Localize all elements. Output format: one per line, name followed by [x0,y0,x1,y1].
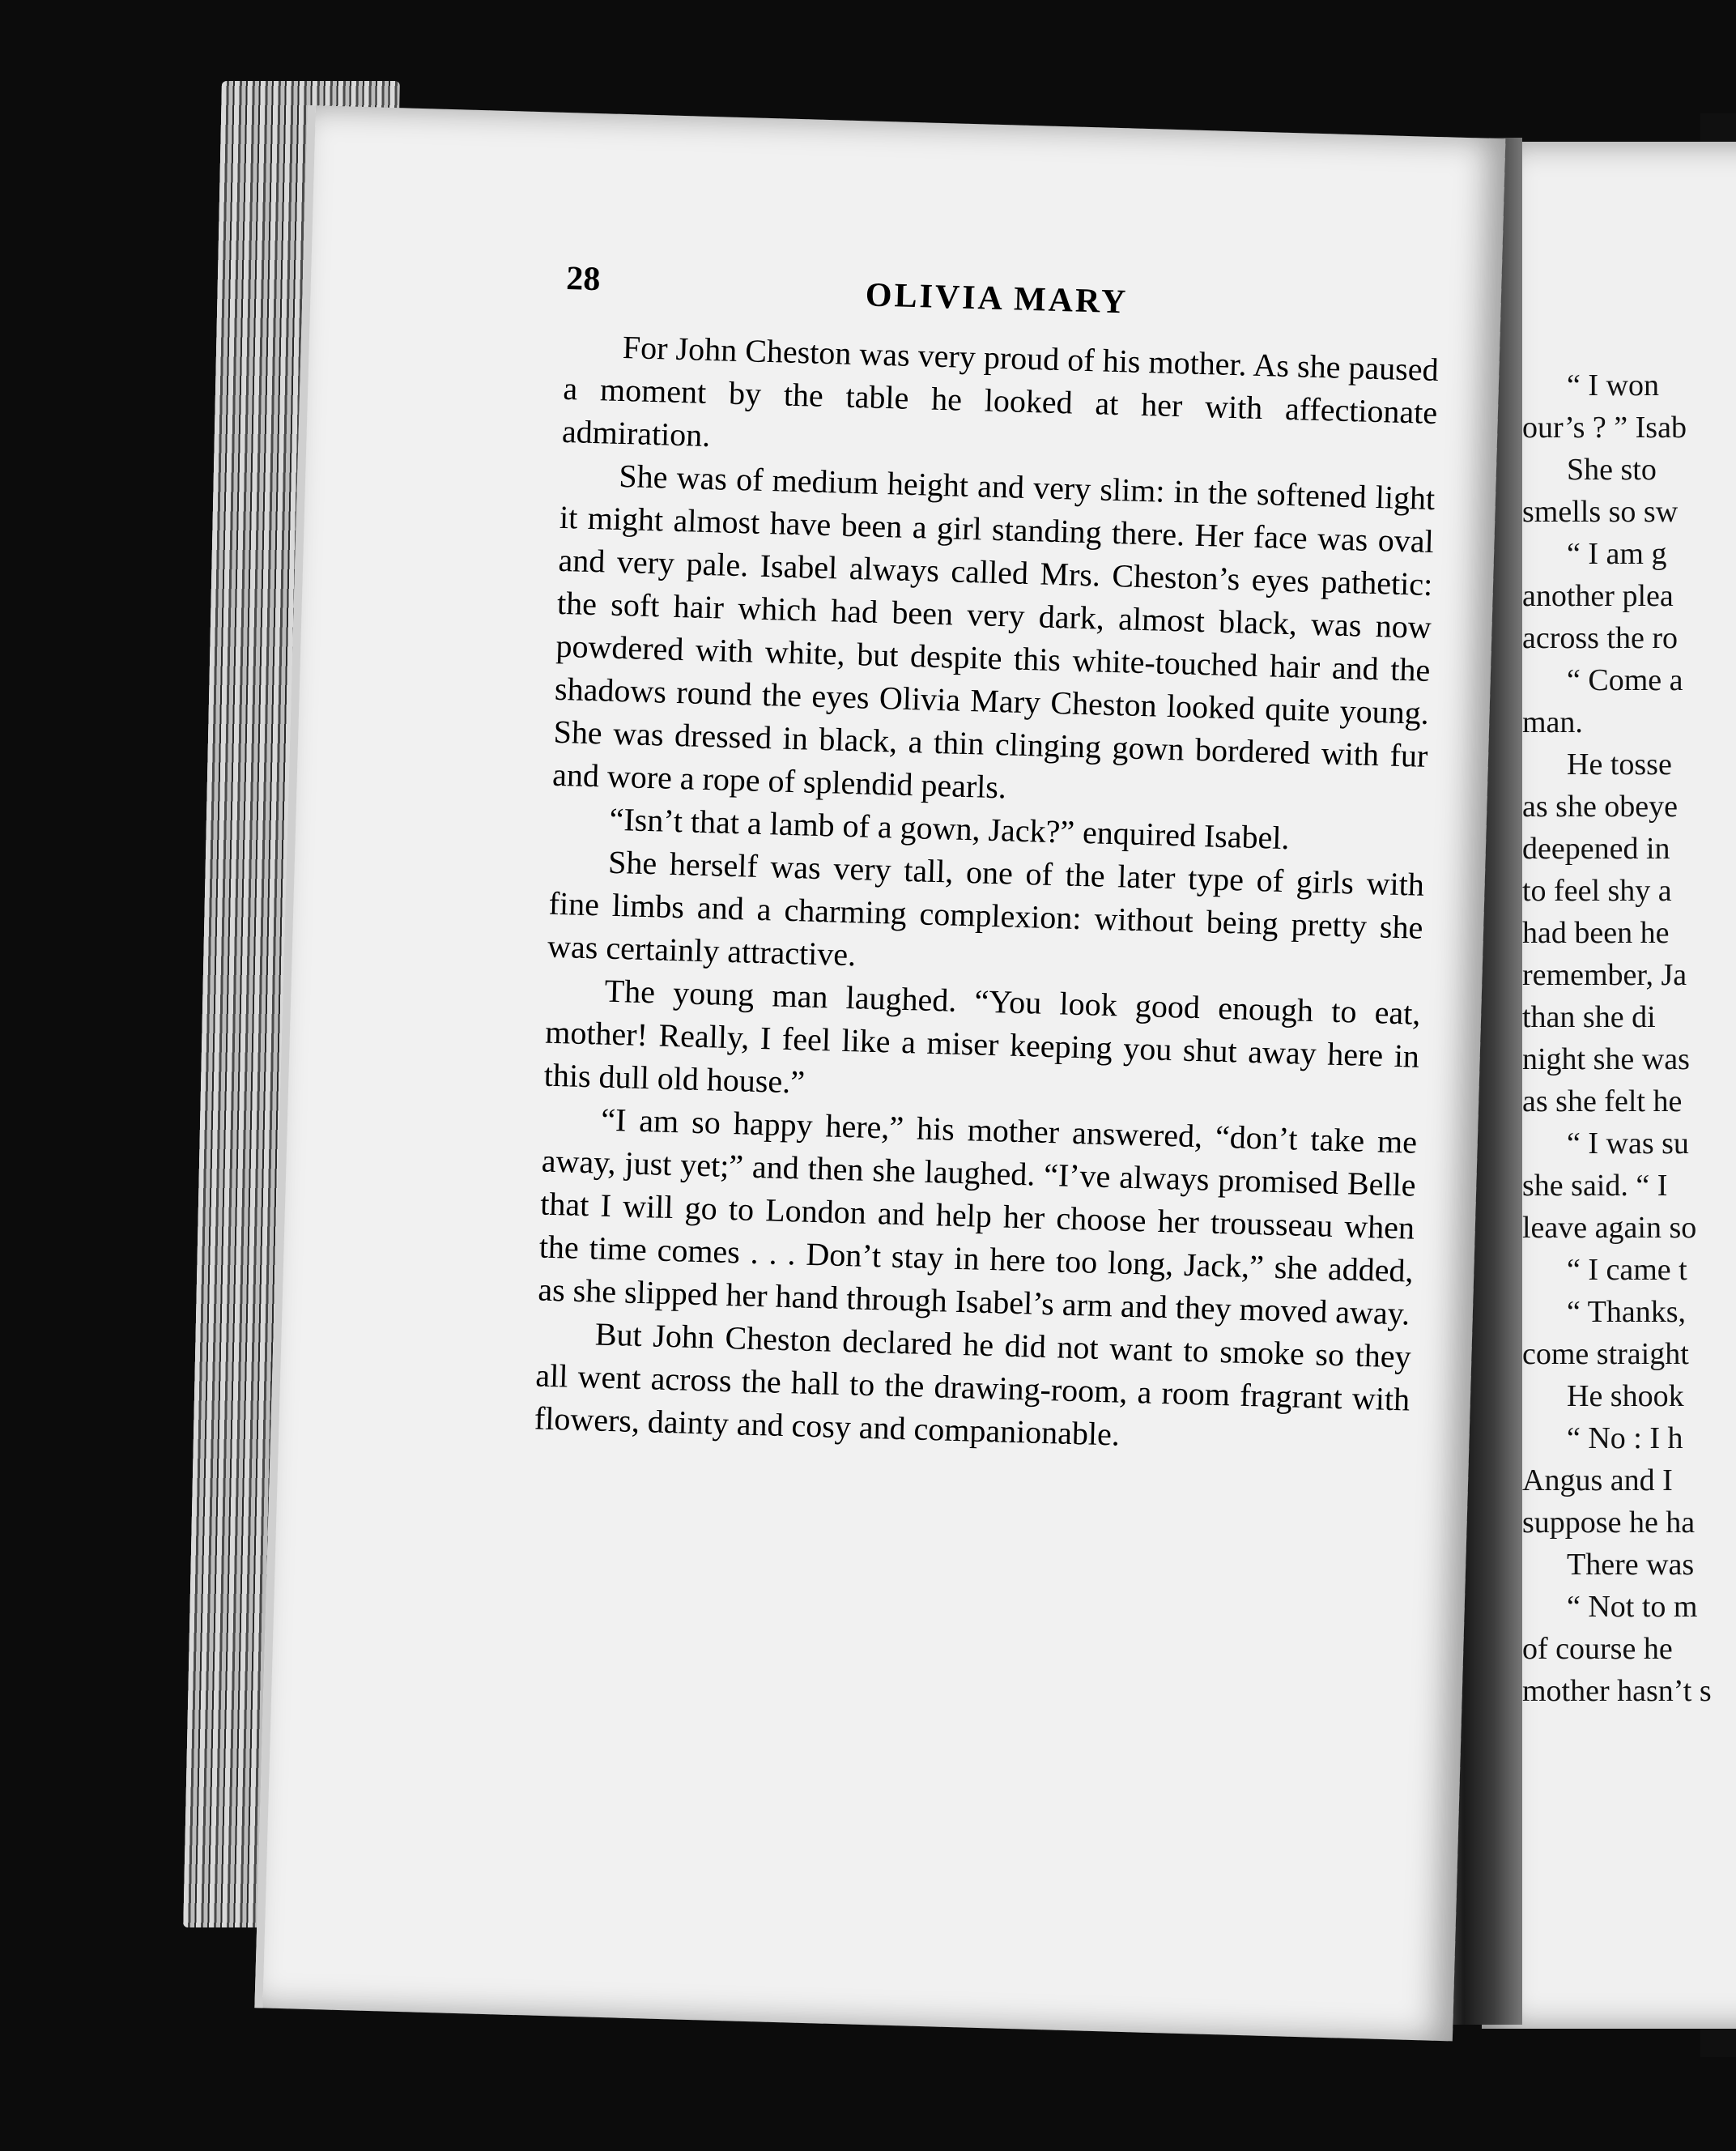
running-title: OLIVIA MARY [865,276,1129,322]
paragraph: “Isn’t that a lamb of a gown, Jack?” enquired Isabel. [609,800,1291,857]
right-page-line: “ Thanks, [1567,1295,1687,1329]
page-number: 28 [565,259,601,299]
paragraph: The young man laughed. “You look good enough to eat, mother! Really, I feel like a miser keeping you shut away here in this dull old house.” [543,972,1422,1101]
right-page-line: “ No : I h [1567,1421,1683,1455]
right-page-line: She sto [1567,453,1657,487]
right-page-line: “ I was su [1567,1127,1689,1161]
right-page-line: across the ro [1522,621,1679,655]
paragraph: She herself was very tall, one of the later type of girls with fine limbs and a charming complexion: without being pretty she was certainly attractive. [547,843,1425,973]
right-page-line: He shook [1567,1379,1684,1413]
right-page-line: another plea [1522,579,1674,613]
right-page-line: mother hasn’t s [1522,1674,1712,1708]
right-page-line: suppose he ha [1522,1506,1696,1540]
right-page-line: “ I am g [1567,537,1667,571]
paragraph: But John Cheston declared he did not want to smoke so they all went across the hall to the drawing-room, a room fragrant with flowers, dainty and cosy and companionable. [534,1315,1412,1453]
right-page-line: to feel shy a [1522,874,1672,908]
right-page-line: “ Not to m [1567,1590,1698,1624]
right-page-line: come straight [1522,1337,1689,1371]
paragraph: For John Cheston was very proud of his mother. As she paused a moment by the table he looked at her with affectionate admiration. [561,328,1440,454]
right-page-line: of course he [1522,1632,1673,1666]
right-page-line: than she di [1522,1000,1656,1034]
right-page-line: “ I came t [1567,1253,1687,1287]
right-page-line: had been he [1522,916,1670,950]
right-page-line: as she obeye [1522,790,1679,824]
left-page-text [534,259,1440,1464]
right-page-line: There was [1567,1548,1695,1582]
right-page-line: leave again so [1522,1211,1697,1245]
paragraph: She was of medium height and very slim: in the softened light it might almost have been a girl standing there. Her face was oval and very pale. Isabel always called Mrs. Cheston’s eyes pathetic: the soft hair which had been very dark, almost black, was now powdered with white, but despite this white-touched hair and the shadows round the eyes Olivia Mary Cheston looked quite young. She was dressed in black, a thin clinging gown bordered with fur and wore a rope of splendid pearls. [551,457,1436,806]
right-page-line: deepened in [1522,832,1670,866]
right-page-line: Angus and I [1522,1463,1673,1497]
right-page-line: night she was [1522,1042,1690,1076]
right-page-line: smells so sw [1522,495,1679,529]
right-page-line: He tosse [1567,748,1672,782]
right-page-line: remember, Ja [1522,958,1687,992]
right-page-line: man. [1522,705,1583,739]
right-page-line: “ I won [1567,368,1659,403]
paragraph: “I am so happy here,” his mother answered, “don’t take me away, just yet;” and then she laughed. “I’ve always promised Belle that I will go to London and help her choose her trousseau when the time comes . . . Don’t stay in here too long, Jack,” she added, as she slipped her hand through Isabel’s arm and they moved away. [537,1101,1418,1332]
right-page-line: she said. “ I [1522,1169,1668,1203]
right-page-line: “ Come a [1567,663,1683,697]
right-page-text [1522,364,1736,1712]
right-page-line: our’s ? ” Isab [1522,411,1687,445]
right-page-line: as she felt he [1522,1084,1683,1118]
